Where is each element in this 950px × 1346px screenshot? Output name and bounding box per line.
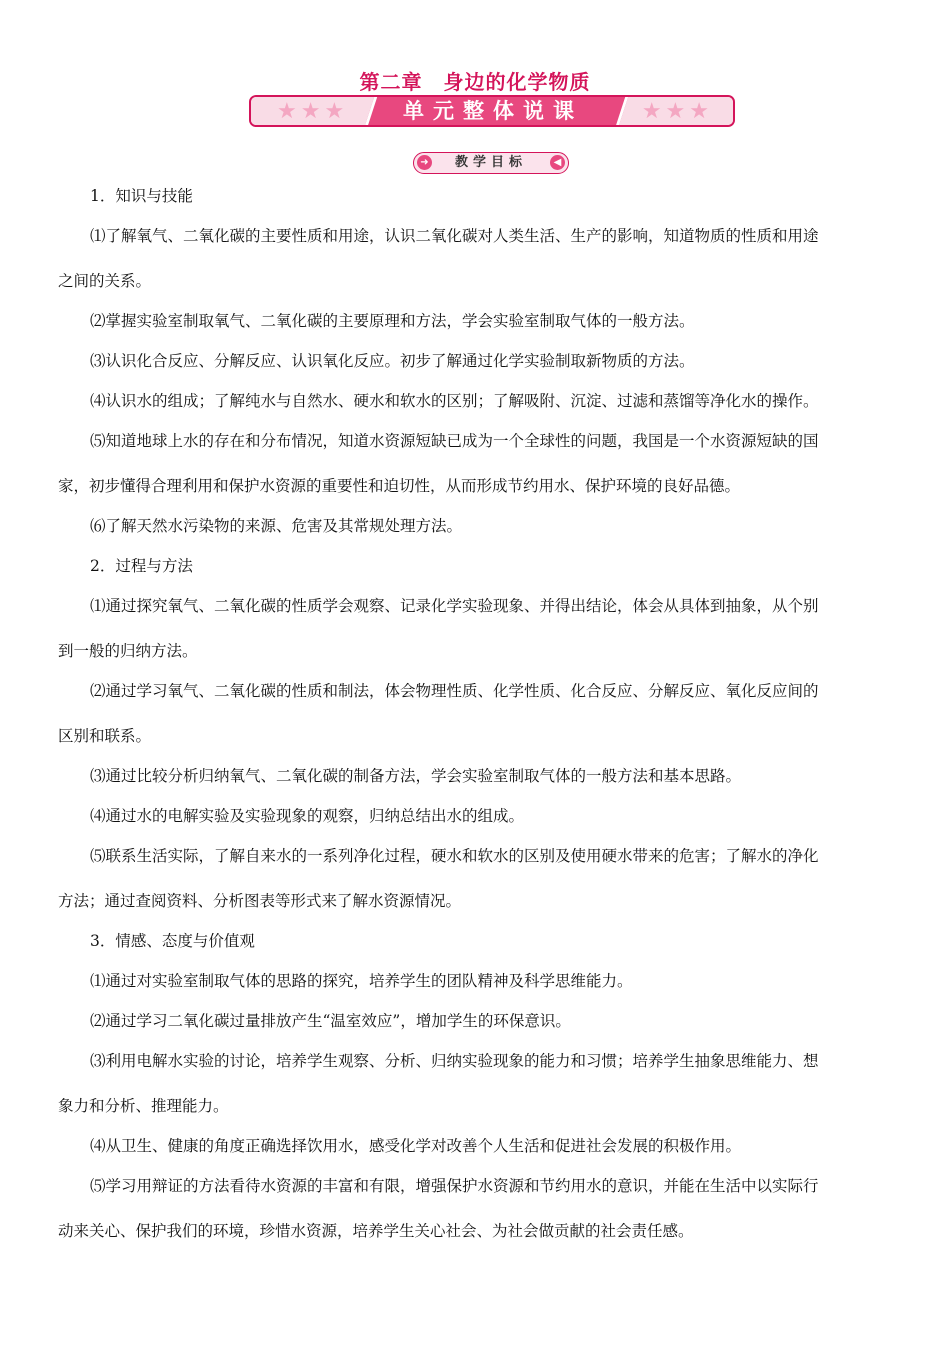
- paragraph: ⑵掌握实验室制取氧气、二氧化碳的主要原理和方法，学会实验室制取气体的一般方法。: [90, 312, 695, 330]
- paragraph: ⑴通过探究氧气、二氧化碳的性质学会观察、记录化学实验现象、并得出结论，体会从具体到抽象，从个别 到一般的归纳方法。: [58, 597, 819, 660]
- stars-left-icon: ★★★: [277, 99, 349, 124]
- banner-title: 单元整体说课: [403, 99, 583, 123]
- paragraph: ⑷从卫生、健康的角度正确选择饮用水，感受化学对改善个人生活和促进社会发展的积极作用。: [90, 1137, 742, 1155]
- paragraph: ⑶认识化合反应、分解反应、认识氧化反应。初步了解通过化学实验制取新物质的方法。: [90, 352, 695, 370]
- unit-banner: [249, 95, 735, 127]
- stars-right-icon: ★★★: [641, 99, 713, 124]
- paragraph: ⑷认识水的组成；了解纯水与自然水、硬水和软水的区别；了解吸附、沉淀、过滤和蒸馏等净化水的操作。: [90, 392, 819, 410]
- chapter-title: 第二章 身边的化学物质: [359, 70, 591, 94]
- section-heading: 1．知识与技能: [90, 187, 193, 205]
- paragraph: ⑸知道地球上水的存在和分布情况，知道水资源短缺已成为一个全球性的问题，我国是一个水资源短缺的国 家，初步懂得合理利用和保护水资源的重要性和迫切性，从而形成节约用水、保护环境的良好品德。: [58, 432, 819, 495]
- paragraph: ⑷通过水的电解实验及实验现象的观察，归纳总结出水的组成。: [90, 807, 525, 825]
- paragraph: ⑵通过学习二氧化碳过量排放产生“温室效应”，增加学生的环保意识。: [90, 1012, 571, 1030]
- paragraph: ⑹了解天然水污染物的来源、危害及其常规处理方法。: [90, 517, 463, 535]
- section-heading: 3．情感、态度与价值观: [90, 932, 255, 950]
- section-pill: [413, 152, 569, 174]
- paragraph: ⑸学习用辩证的方法看待水资源的丰富和有限，增强保护水资源和节约用水的意识，并能在生活中以实际行 动来关心、保护我们的环境，珍惜水资源，培养学生关心社会、为社会做贡献的社会责任感。: [58, 1177, 819, 1240]
- paragraph: ⑴了解氧气、二氧化碳的主要性质和用途，认识二氧化碳对人类生活、生产的影响，知道物质的性质和用途 之间的关系。: [58, 227, 819, 290]
- arrow-left-icon: ◀: [550, 155, 565, 170]
- paragraph: ⑶通过比较分析归纳氧气、二氧化碳的制备方法，学会实验室制取气体的一般方法和基本思路。: [90, 767, 742, 785]
- paragraph: ⑸联系生活实际，了解自来水的一系列净化过程，硬水和软水的区别及使用硬水带来的危害；了解水的净化 方法；通过查阅资料、分析图表等形式来了解水资源情况。: [58, 847, 819, 910]
- section-pill-label: 教学目标: [454, 155, 527, 170]
- paragraph: ⑴通过对实验室制取气体的思路的探究，培养学生的团队精神及科学思维能力。: [90, 972, 633, 990]
- section-heading: 2．过程与方法: [90, 557, 193, 575]
- paragraph: ⑵通过学习氧气、二氧化碳的性质和制法，体会物理性质、化学性质、化合反应、分解反应、氧化反应间的 区别和联系。: [58, 682, 819, 745]
- objectives-content: [58, 183, 892, 1258]
- paragraph: ⑶利用电解水实验的讨论，培养学生观察、分析、归纳实验现象的能力和习惯；培养学生抽象思维能力、想 象力和分析、推理能力。: [58, 1052, 819, 1115]
- arrow-right-icon: ➜: [417, 155, 432, 170]
